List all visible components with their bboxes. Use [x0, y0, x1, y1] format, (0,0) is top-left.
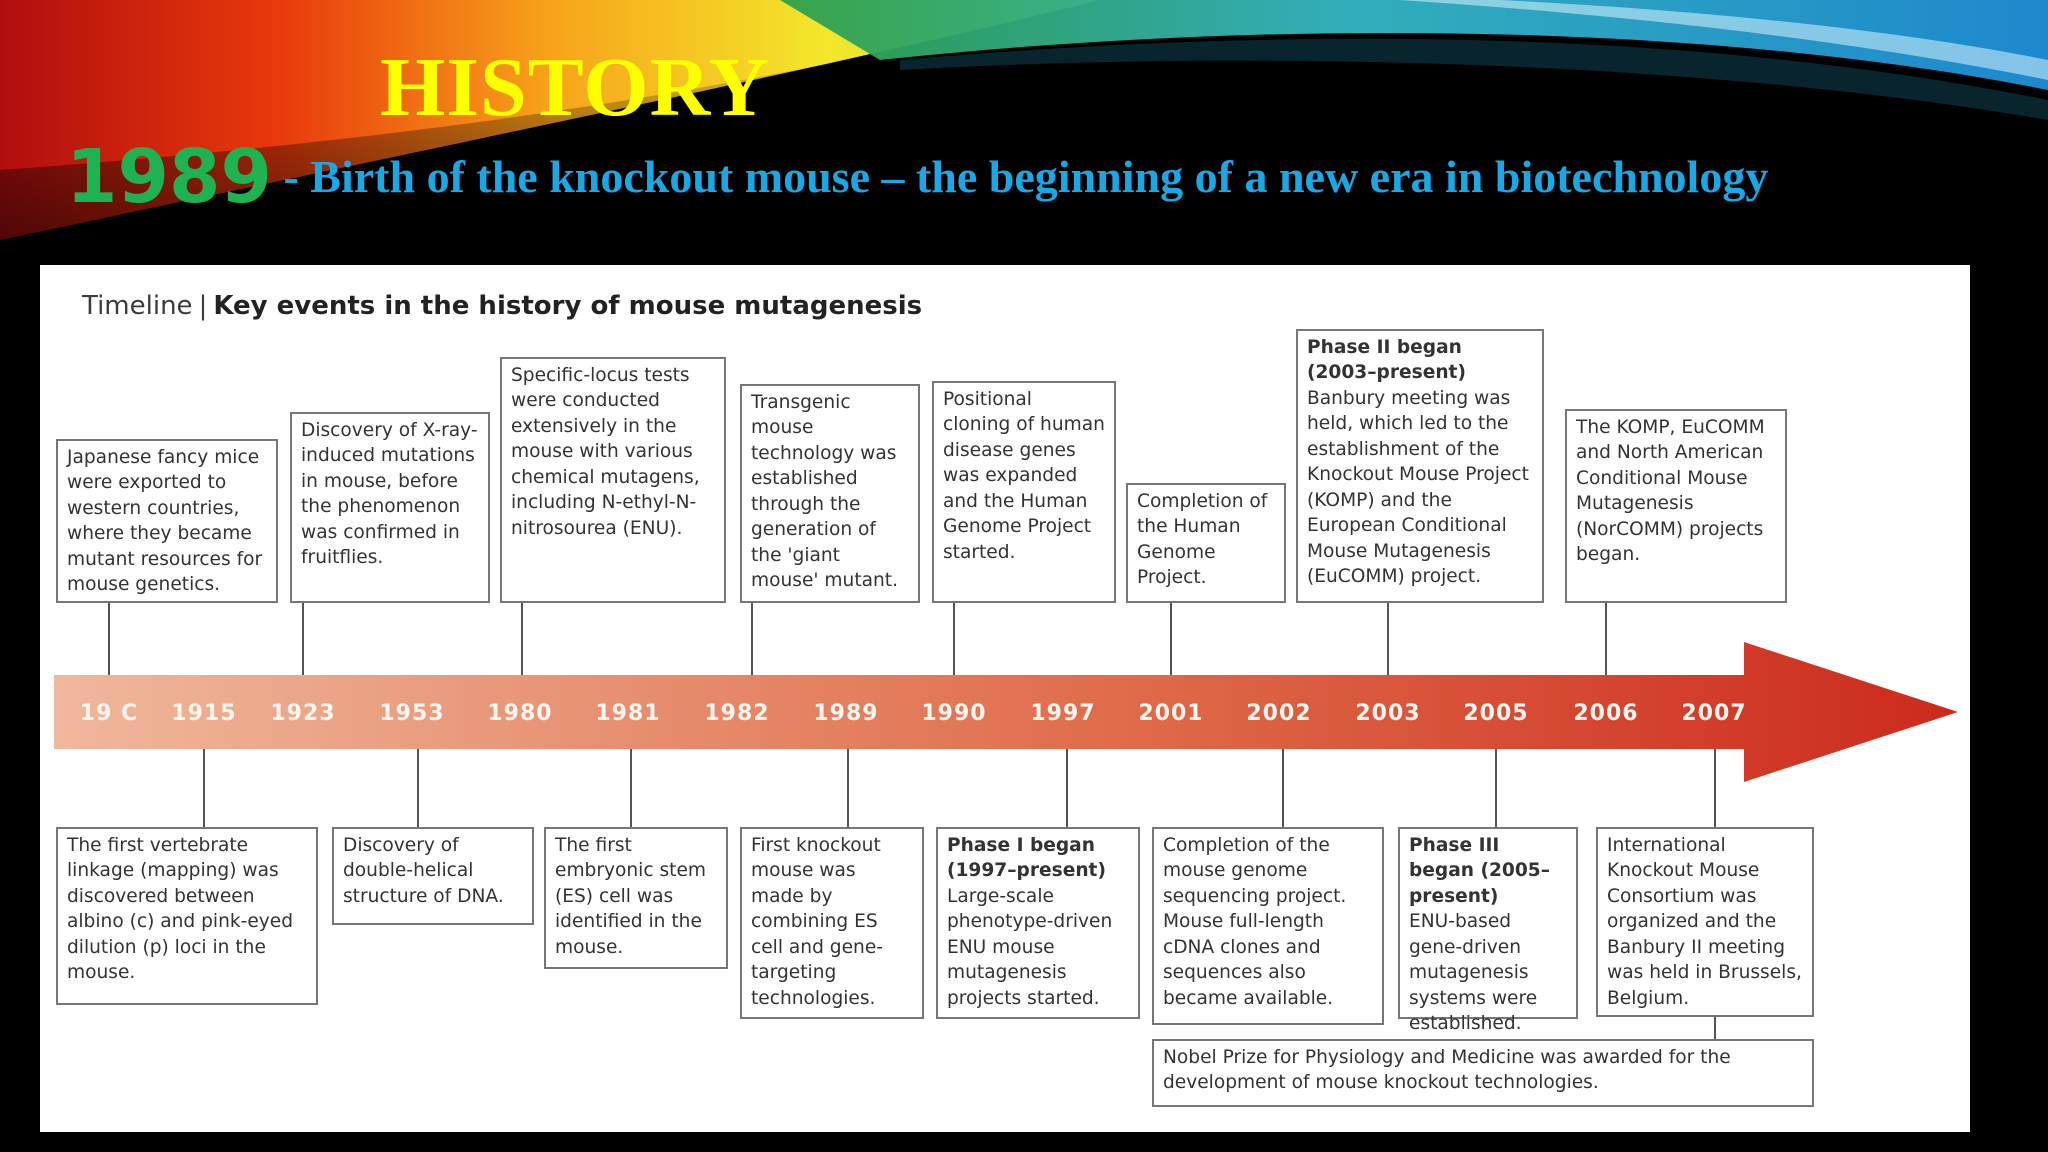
- event-box-1990: [932, 381, 1116, 603]
- event-text: Completion of the Human Genome Project.: [1137, 491, 1268, 589]
- event-text: ENU-based gene-driven mutagenesis systems were established.: [1409, 911, 1538, 1035]
- event-box-2001: [1126, 483, 1286, 603]
- timeline-figure: [40, 265, 1970, 1132]
- event-box-1980: [500, 357, 726, 603]
- year-label: 1989: [813, 701, 879, 726]
- event-box-1997: [936, 827, 1140, 1019]
- year-label: 1981: [595, 701, 661, 726]
- event-text: Japanese fancy mice were exported to western countries, where they became mutant resources for mouse genetics.: [67, 447, 263, 596]
- event-box-1915: [56, 827, 318, 1005]
- event-text: Discovery of double-helical structure of DNA.: [343, 835, 504, 907]
- event-text: Positional cloning of human disease genes was expanded and the Human Genome Project started.: [943, 389, 1105, 563]
- year-label: 1953: [379, 701, 445, 726]
- year-label: 1915: [171, 701, 237, 726]
- event-heading: Phase II began (2003–present): [1307, 337, 1466, 384]
- subtitle-year: 1989: [66, 134, 272, 220]
- year-label: 1997: [1030, 701, 1096, 726]
- event-text: Specific-locus tests were conducted extensively in the mouse with various chemical mutagens, including N-ethyl-N-nitrosourea (ENU).: [511, 365, 700, 539]
- event-text: The first embryonic stem (ES) cell was identified in the mouse.: [555, 835, 706, 958]
- year-label: 2006: [1573, 701, 1639, 726]
- event-box-1981: [544, 827, 728, 969]
- year-label: 2001: [1138, 701, 1204, 726]
- event-box-nobel: [1152, 1039, 1814, 1107]
- slide-subtitle: [66, 134, 1769, 220]
- event-text: The first vertebrate linkage (mapping) was discovered between albino (c) and pink-eyed dilution (p) loci in the mouse.: [67, 835, 294, 984]
- event-text: Discovery of X-ray-induced mutations in mouse, before the phenomenon was confirmed in fruitflies.: [301, 420, 478, 569]
- year-label: 19 C: [79, 701, 139, 726]
- event-text: Completion of the mouse genome sequencing project. Mouse full-length cDNA clones and sequences also became available.: [1163, 835, 1347, 1009]
- event-text: First knockout mouse was made by combining ES cell and gene-targeting technologies.: [751, 835, 883, 1009]
- figure-heading: Key events in the history of mouse mutagenesis: [213, 291, 923, 321]
- event-heading: Phase I began (1997–present): [947, 835, 1106, 882]
- year-label: 1982: [704, 701, 770, 726]
- event-box-1923: [290, 412, 490, 603]
- event-box-2007: [1596, 827, 1814, 1017]
- slide-title: HISTORY: [380, 41, 770, 134]
- event-text: Large-scale phenotype-driven ENU mouse mutagenesis projects started.: [947, 885, 1113, 1009]
- event-box-2006: [1565, 409, 1787, 603]
- event-text: Transgenic mouse technology was established through the generation of the 'giant mouse' mutant.: [751, 392, 898, 592]
- event-text: Banbury meeting was held, which led to the establishment of the Knockout Mouse Project (KOMP) and the European Conditional Mouse Mutagenesis (EuCOMM) project.: [1307, 387, 1529, 588]
- event-box-1953: [332, 827, 534, 925]
- decorative-swoosh: [0, 0, 2048, 260]
- event-box-1989: [740, 827, 924, 1019]
- event-box-19c: [56, 439, 278, 603]
- event-box-2003: [1296, 329, 1544, 603]
- event-box-2005: [1398, 827, 1578, 1035]
- year-label: 1923: [270, 701, 336, 726]
- year-label: 2005: [1463, 701, 1529, 726]
- figure-separator: |: [198, 291, 208, 321]
- event-text: International Knockout Mouse Consortium was organized and the Banbury II meeting was held in Brussels, Belgium.: [1607, 835, 1802, 1009]
- year-label: 2002: [1246, 701, 1312, 726]
- year-label: 2003: [1355, 701, 1421, 726]
- event-heading: Phase III began (2005–present): [1409, 835, 1551, 907]
- year-label: 1980: [487, 701, 553, 726]
- subtitle-text: - Birth of the knockout mouse – the beginning of a new era in biotechnology: [271, 151, 1769, 202]
- figure-label: Timeline: [82, 291, 193, 321]
- event-text: The KOMP, EuCOMM and North American Conditional Mouse Mutagenesis (NorCOMM) projects began.: [1576, 417, 1765, 566]
- event-text: Nobel Prize for Physiology and Medicine was awarded for the development of mouse knockout technologies.: [1163, 1047, 1731, 1094]
- year-label: 2007: [1681, 701, 1747, 726]
- event-box-1982: [740, 384, 920, 603]
- year-label: 1990: [921, 701, 987, 726]
- event-box-2002: [1152, 827, 1384, 1025]
